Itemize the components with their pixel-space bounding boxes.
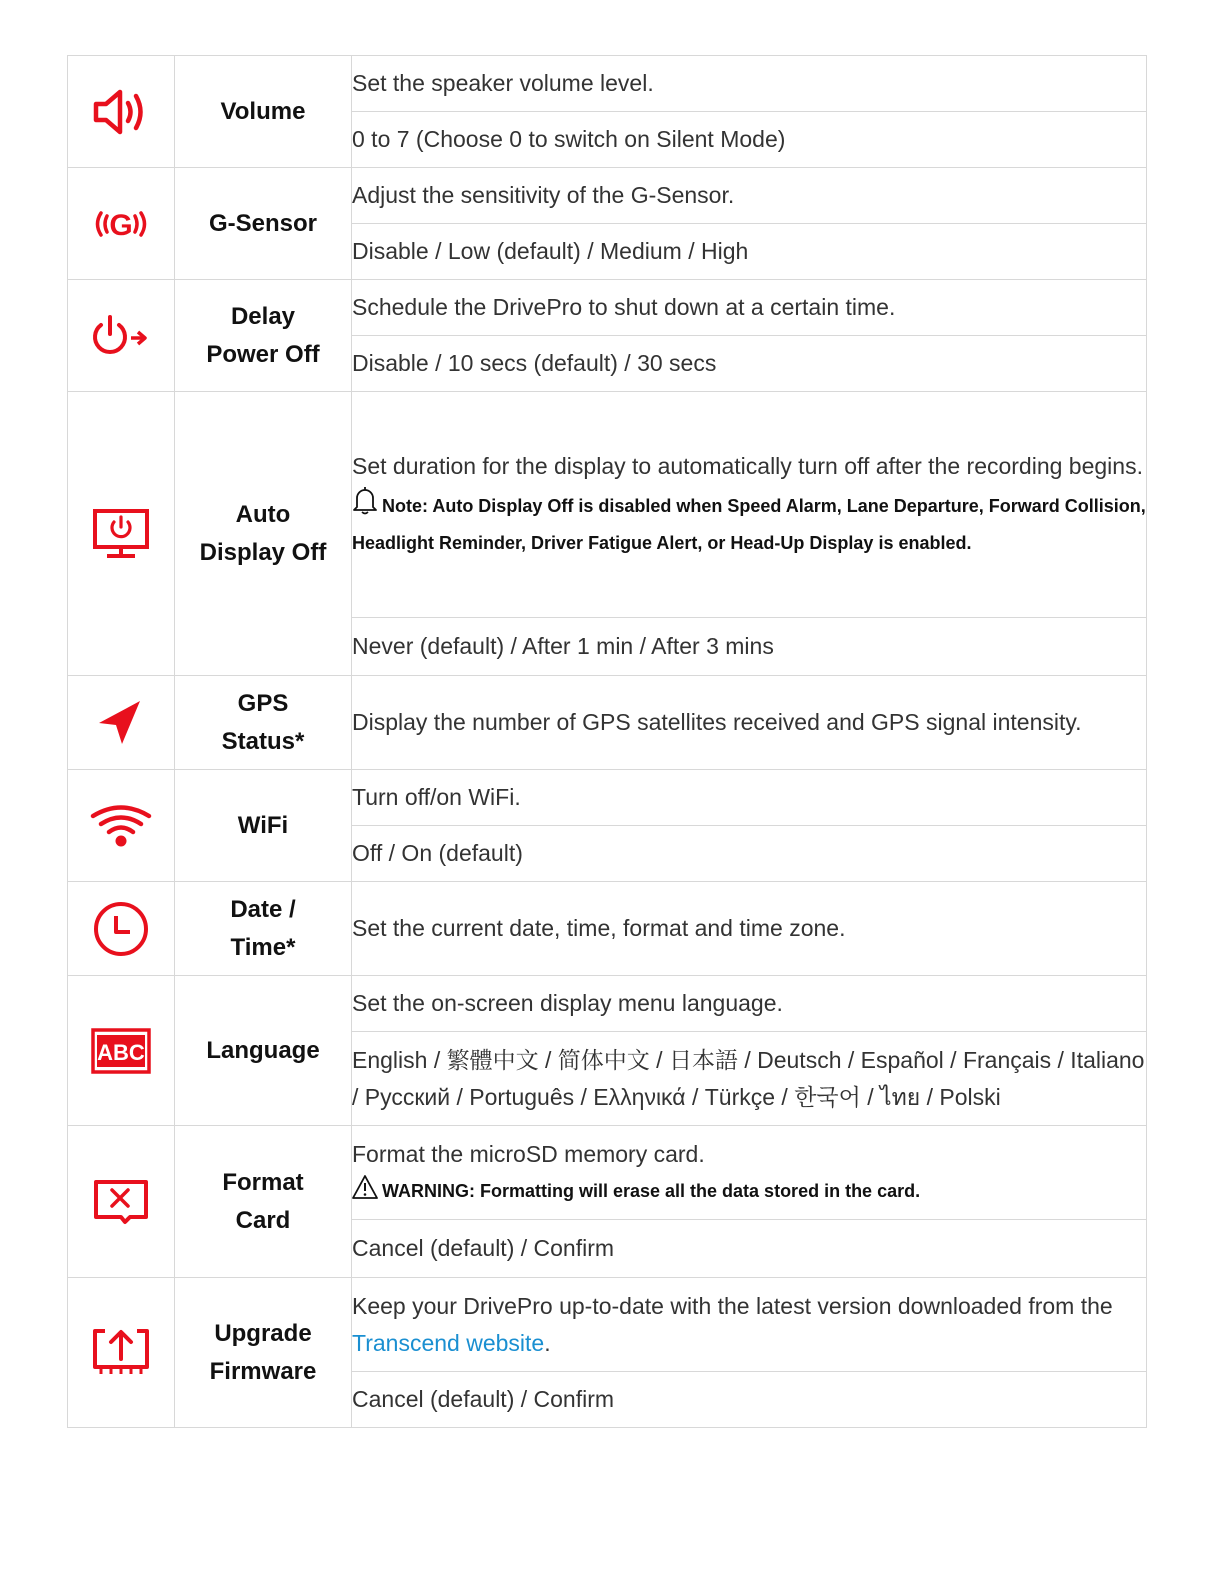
description-suffix: . [544,1329,551,1356]
setting-name-line: Firmware [209,1357,317,1385]
setting-name-line: Power Off [206,340,320,368]
warning-triangle-icon [352,1174,378,1200]
setting-name [175,56,352,168]
setting-description: Format the microSD memory card. [352,1140,705,1167]
warning-block [352,1173,1146,1210]
note-text: Note: Auto Display Off is disabled when Speed Alarm, Lane Departure, Forward Collision, Headlight Reminder, Driver Fatigue Alert, or Head-Up Display is enabled. [352,495,1146,553]
row-gps-status [68,676,1147,770]
svg-text:ABC: ABC [97,1039,145,1065]
wifi-icon [90,803,152,849]
svg-text:G: G [109,208,133,242]
setting-options: Cancel (default) / Confirm [352,1220,1147,1278]
icon-cell [68,770,175,882]
setting-name-line: Card [235,1206,291,1234]
row-date-time [68,882,1147,976]
setting-description: Set duration for the display to automatically turn off after the recording begins. [352,452,1143,479]
icon-cell [68,168,175,280]
row-format-card [68,1126,1147,1220]
row-g-sensor [68,168,1147,224]
icon-cell [68,976,175,1126]
bell-icon [352,485,378,515]
icon-cell [68,1126,175,1278]
setting-name [175,1278,352,1428]
setting-description: Schedule the DrivePro to shut down at a certain time. [352,280,1147,336]
setting-name-line: Display Off [199,538,327,566]
setting-description: Display the number of GPS satellites received and GPS signal intensity. [352,676,1147,770]
row-wifi [68,770,1147,826]
icon-cell [68,1278,175,1428]
power-delay-icon [91,314,151,358]
setting-name-line: Auto [235,500,291,528]
setting-name [175,392,352,676]
icon-cell [68,392,175,676]
setting-description: Adjust the sensitivity of the G-Sensor. [352,168,1147,224]
setting-name-line: Language [206,1036,320,1064]
setting-options: Disable / 10 secs (default) / 30 secs [352,336,1147,392]
format-card-icon [92,1179,150,1225]
setting-name-line: Status* [221,727,305,755]
setting-description: Set the speaker volume level. [352,56,1147,112]
setting-options: 0 to 7 (Choose 0 to switch on Silent Mode) [352,112,1147,168]
setting-name-line: GPS [237,689,289,717]
setting-name [175,976,352,1126]
setting-name-line: G-Sensor [208,209,318,237]
setting-options: Never (default) / After 1 min / After 3 mins [352,618,1147,676]
setting-options: English / 繁體中文 / 简体中文 / 日本語 / Deutsch / Español / Français / Italiano / Русский / Português / Ελληνικά / Türkçe / 한국어 / ไทย / Polski [352,1032,1147,1126]
setting-name-line: Time* [230,933,296,961]
display-off-icon [92,508,150,560]
setting-description [352,1278,1147,1372]
setting-name [175,280,352,392]
setting-description-cell [352,392,1147,618]
setting-description: Set the on-screen display menu language. [352,976,1147,1032]
icon-cell [68,676,175,770]
description-text: Keep your DrivePro up-to-date with the latest version downloaded from the [352,1292,1113,1319]
setting-name-line: Format [222,1168,304,1196]
abc-language-icon [91,1028,151,1074]
setting-name [175,882,352,976]
icon-cell [68,280,175,392]
note-block [352,485,1146,562]
warning-text: WARNING: Formatting will erase all the data stored in the card. [382,1180,921,1201]
row-auto-display-off [68,392,1147,618]
g-sensor-icon [91,204,151,244]
transcend-website-link[interactable]: Transcend website [352,1329,545,1356]
row-upgrade-firmware [68,1278,1147,1372]
setting-name-line: WiFi [237,811,289,839]
setting-options: Off / On (default) [352,826,1147,882]
setting-description-cell [352,1126,1147,1220]
setting-name-line: Volume [220,97,306,125]
setting-name [175,770,352,882]
setting-name [175,168,352,280]
setting-name-line: Delay [230,302,296,330]
icon-cell [68,882,175,976]
setting-name-line: Date / [230,895,296,923]
clock-icon [92,900,150,958]
row-language [68,976,1147,1032]
settings-table [67,55,1147,1428]
icon-cell [68,56,175,168]
row-delay-power-off [68,280,1147,336]
setting-description: Turn off/on WiFi. [352,770,1147,826]
gps-arrow-icon [96,699,146,747]
setting-options: Cancel (default) / Confirm [352,1372,1147,1428]
setting-description: Set the current date, time, format and time zone. [352,882,1147,976]
setting-name [175,676,352,770]
setting-name-line: Upgrade [214,1319,312,1347]
upgrade-firmware-icon [91,1327,151,1379]
speaker-icon [92,87,150,137]
setting-name [175,1126,352,1278]
setting-options: Disable / Low (default) / Medium / High [352,224,1147,280]
row-volume [68,56,1147,112]
